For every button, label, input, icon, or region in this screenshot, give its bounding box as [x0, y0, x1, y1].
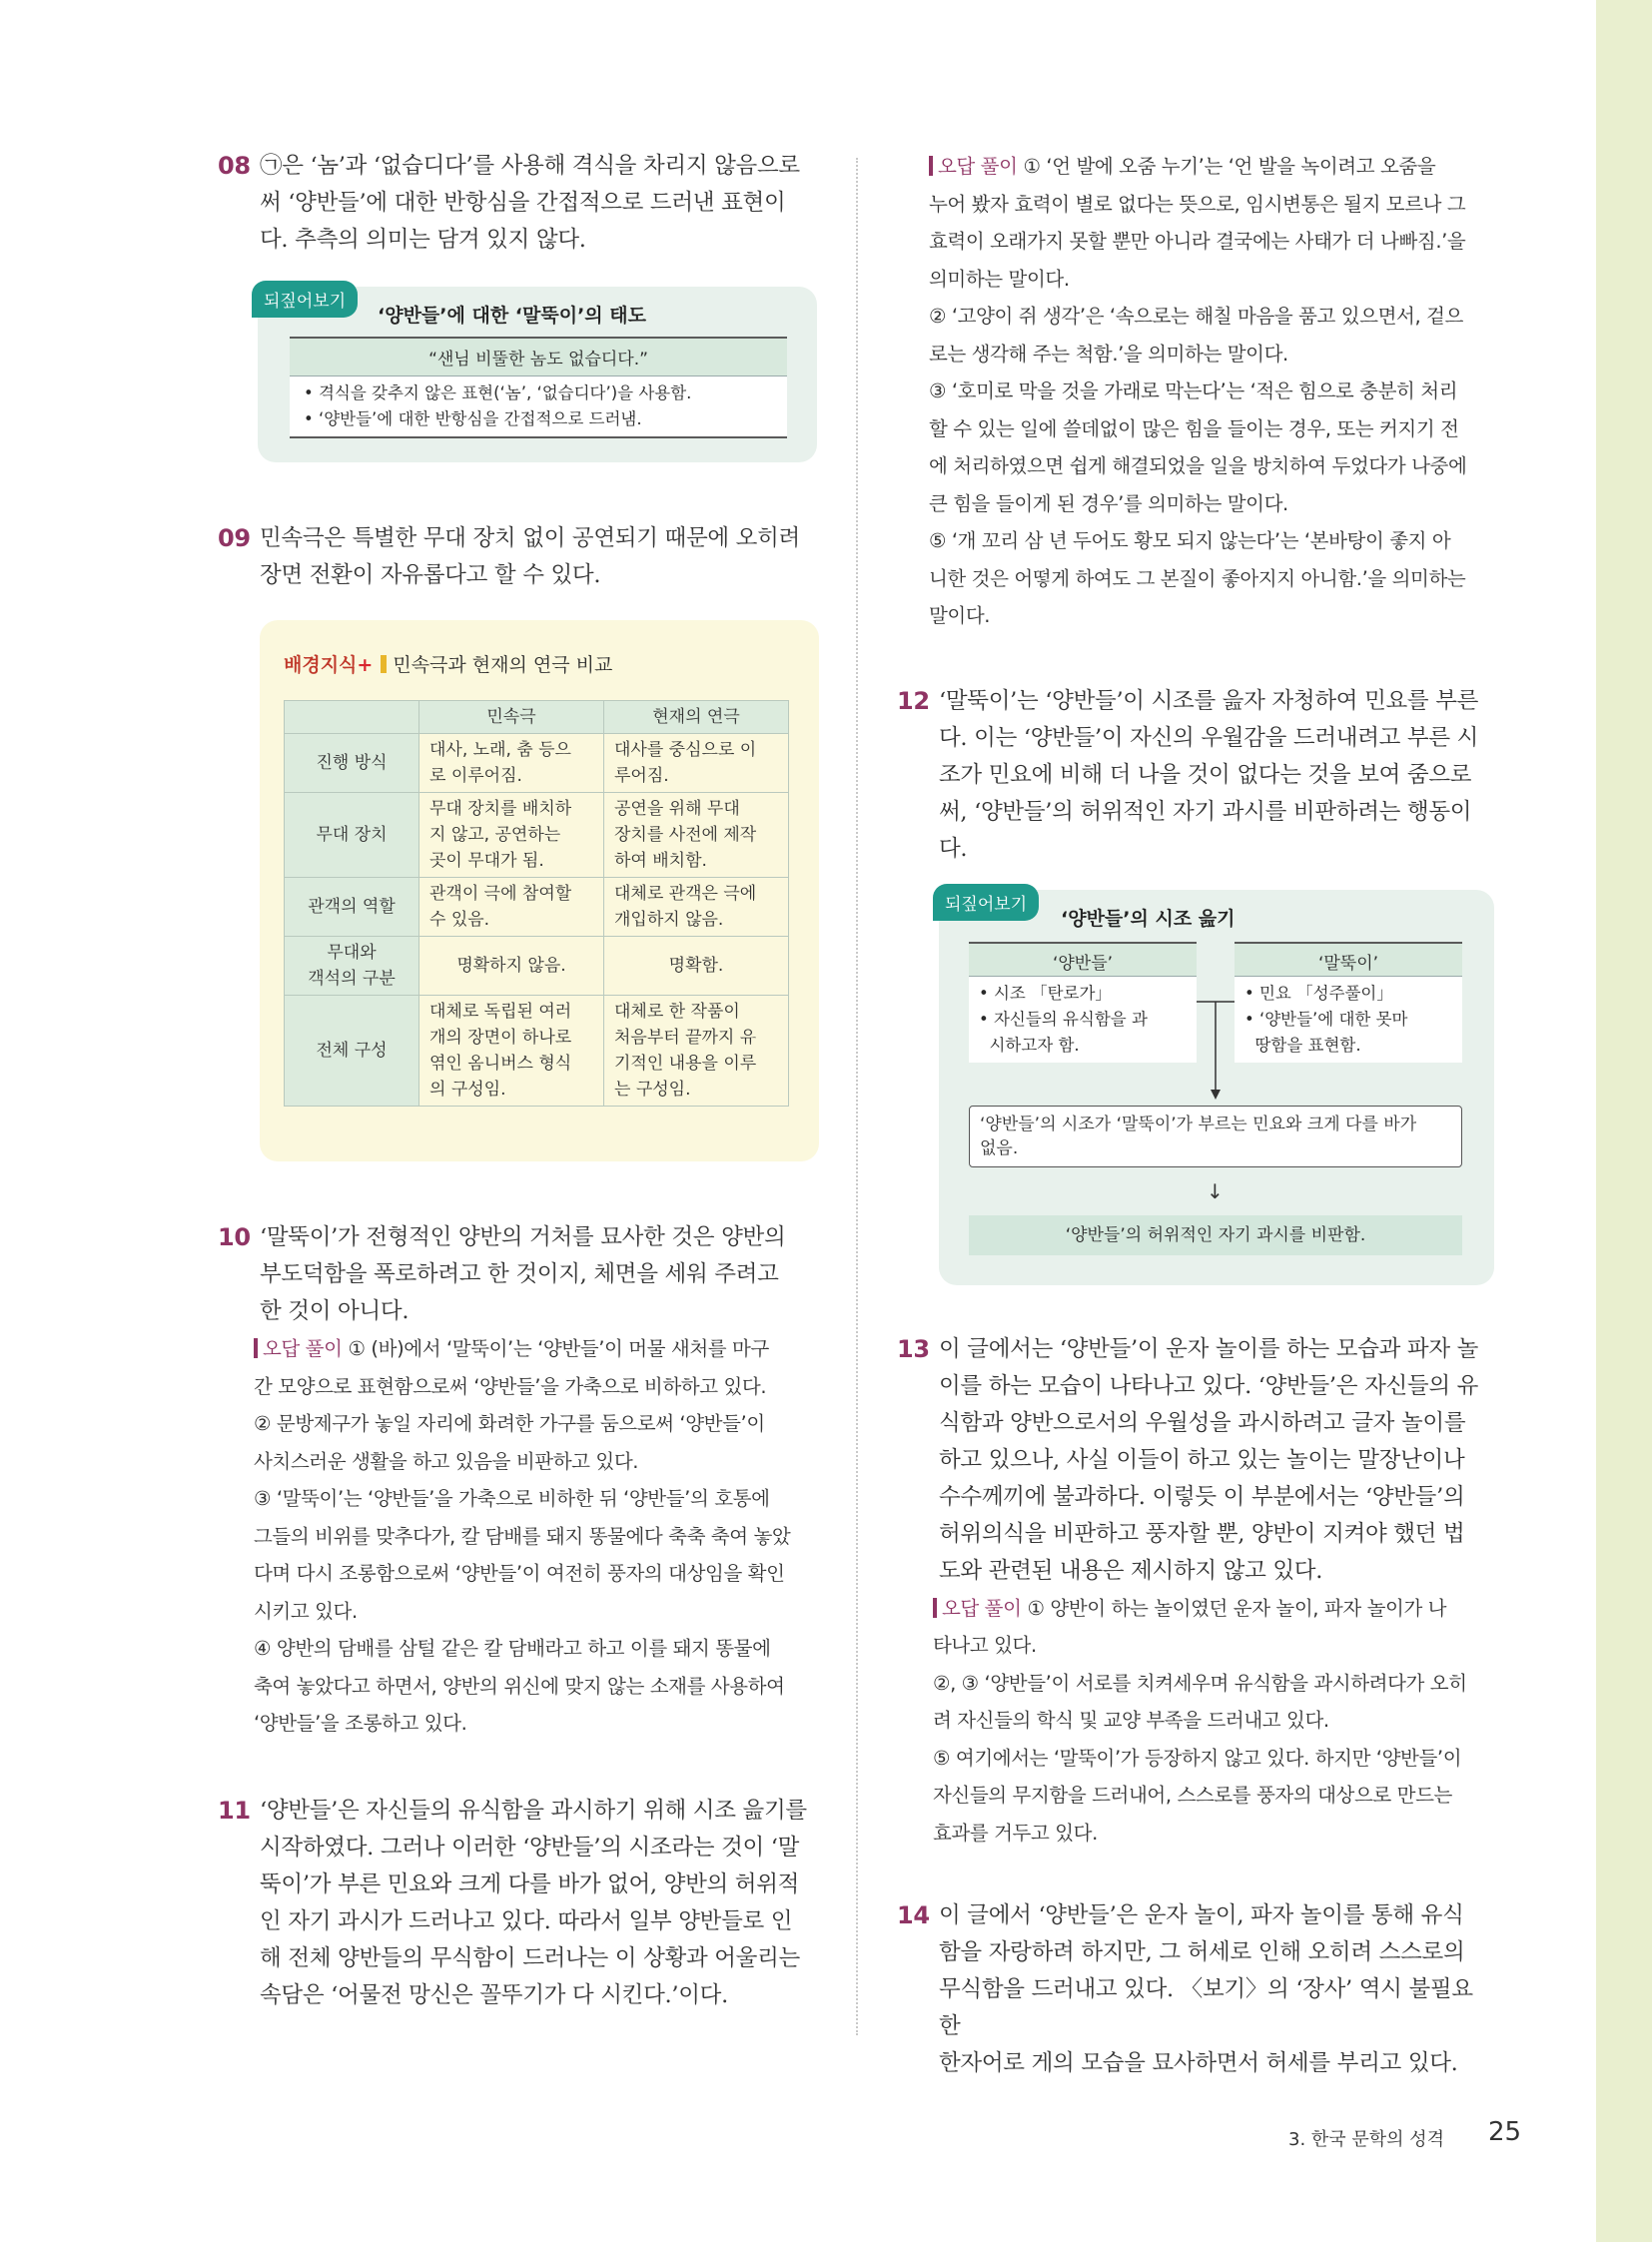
text-line: ⑤ ‘개 꼬리 삼 년 두어도 황모 되지 않는다’는 ‘본바탕이 좋지 아 — [929, 529, 1451, 552]
table-cell: 무대 장치를 배치하 지 않고, 공연하는 곳이 무대가 됨. — [419, 793, 604, 878]
answer-text — [939, 1897, 1494, 2082]
text-line: 자신들의 무지함을 드러내어, 스스로를 풍자의 대상으로 만드는 — [933, 1784, 1452, 1807]
question-number: 11 — [218, 1796, 251, 1825]
text-line: 이 글에서는 ‘양반들’이 운자 놀이를 하는 모습과 파자 놀 — [939, 1335, 1479, 1362]
answer-12 — [897, 683, 1494, 868]
answer-text — [939, 1331, 1494, 1590]
wrong-answer-explanation — [254, 1330, 817, 1743]
text-line: ③ ‘말뚝이’는 ‘양반들’을 가축으로 비하한 뒤 ‘양반들’의 호통에 — [254, 1487, 770, 1510]
q11-wrong-answer-explanation — [929, 148, 1494, 635]
text-line: 함을 자랑하려 하지만, 그 허세로 인해 오히려 스스로의 — [939, 1939, 1465, 1965]
review-quote: “샌님 비뚤한 놈도 없습디다.” — [290, 339, 787, 376]
table-cell: 대사, 노래, 춤 등으 로 이루어짐. — [419, 734, 604, 793]
review-tag: 되짚어보기 — [252, 281, 358, 318]
bar-icon — [381, 655, 387, 673]
text-line: 의미하는 말이다. — [929, 267, 1070, 291]
list-item: • 시조 「탄로가」 — [979, 983, 1112, 1003]
table-row — [285, 996, 789, 1107]
text-line: 간 모양으로 표현함으로써 ‘양반들’을 가축으로 비하하고 있다. — [254, 1374, 767, 1398]
text-line: 시작하였다. 그러나 이러한 ‘양반들’의 시조라는 것이 ‘말 — [260, 1834, 800, 1861]
text-line: 없음. — [980, 1137, 1019, 1158]
bg-tag: 배경지식 — [284, 654, 358, 676]
text-line: ‘양반들’은 자신들의 유식함을 과시하기 위해 시조 읊기를 — [260, 1797, 807, 1824]
table-cell: 대체로 독립된 여러 개의 장면이 하나로 엮인 옴니버스 형식 의 구성임. — [419, 996, 604, 1107]
footer-section: 3. 한국 문학의 성격 — [1288, 2129, 1445, 2150]
answer-14 — [897, 1897, 1494, 2082]
text-line: 인 자기 과시가 드러나고 있다. 따라서 일부 양반들로 인 — [260, 1907, 793, 1934]
text-line: 민속극은 특별한 무대 장치 없이 공연되기 때문에 오히려 — [260, 525, 800, 551]
question-number: 10 — [218, 1223, 251, 1251]
text-line: 에 처리하였으면 쉽게 해결되었을 일을 방치하여 두었다가 나중에 — [929, 454, 1467, 477]
table-cell: 대사를 중심으로 이 루어짐. — [604, 734, 789, 793]
bg-heading — [284, 650, 612, 677]
row-header: 전체 구성 — [285, 996, 419, 1107]
text-line: 누어 봤자 효력이 별로 없다는 뜻으로, 임시변통은 될지 모르나 그 — [929, 192, 1466, 216]
comparison-table — [284, 700, 789, 1107]
left-column — [218, 148, 817, 2014]
text-line: 써 ‘양반들’에 대한 반항심을 간접적으로 드러낸 표현이 — [260, 190, 786, 216]
wrong-answer-explanation — [933, 1590, 1494, 1853]
text-line: 허위의식을 비판하고 풍자할 뿐, 양반이 지켜야 했던 법 — [939, 1520, 1465, 1547]
text-line: 사치스러운 생활을 하고 있음을 비판하고 있다. — [254, 1449, 639, 1473]
text-line: ② ‘고양이 쥐 생각’은 ‘속으로는 해칠 마음을 품고 있으면서, 겉으 — [929, 305, 1463, 328]
review-tag: 되짚어보기 — [933, 884, 1039, 921]
text-line: 효과를 거두고 있다. — [933, 1821, 1098, 1845]
background-knowledge-box — [260, 620, 819, 1161]
text-line: 효력이 오래가지 못할 뿐만 아니라 결국에는 사태가 더 나빠짐.’을 — [929, 230, 1466, 253]
text-line: 장면 전환이 자유롭다고 할 수 있다. — [260, 562, 601, 588]
answer-text — [260, 148, 817, 259]
text-line: ‘말뚝이’는 ‘양반들’이 시조를 읊자 자청하여 민요를 부른 — [939, 687, 1479, 714]
text-line: 시키고 있다. — [254, 1599, 358, 1623]
answer-08 — [218, 148, 817, 259]
table-cell: 공연을 위해 무대 장치를 사전에 제작 하여 배치함. — [604, 793, 789, 878]
conclusion-box: ‘양반들’의 허위적인 자기 과시를 비판함. — [969, 1215, 1462, 1255]
text-line: 로는 생각해 주는 척함.’을 의미하는 말이다. — [929, 342, 1288, 366]
right-head: ‘말뚝이’ — [1235, 942, 1462, 979]
row-header: 진행 방식 — [285, 734, 419, 793]
comparison-result-box — [969, 1106, 1462, 1167]
text-line: 해 전체 양반들의 무식함이 드러나는 이 상황과 어울리는 — [260, 1944, 800, 1971]
left-head: ‘양반들’ — [969, 942, 1197, 979]
text-line: ③ ‘호미로 막을 것을 가래로 막는다’는 ‘적은 힘으로 충분히 처리 — [929, 379, 1458, 402]
text-line: 써, ‘양반들’의 허위적인 자기 과시를 비판하려는 행동이다. — [939, 798, 1472, 862]
review-box-12 — [939, 890, 1494, 1285]
text-line: ④ 양반의 담배를 삼털 같은 칼 담배라고 하고 이를 돼지 똥물에 — [254, 1637, 771, 1660]
text-line: 조가 민요에 비해 더 나을 것이 없다는 것을 보여 줌으로 — [939, 761, 1472, 788]
list-item: 시하고자 함. — [979, 1035, 1080, 1055]
table-cell: 명확하지 않음. — [419, 937, 604, 996]
text-line: ‘양반들’을 조롱하고 있다. — [254, 1712, 467, 1735]
answer-text — [260, 1793, 817, 2014]
odap-label: 오답 풀이 — [933, 1597, 1022, 1620]
review-bullet: • 격식을 갖추지 않은 표현(‘놈’, ‘없습디다’)을 사용함. — [304, 383, 692, 402]
answer-text — [939, 683, 1494, 868]
text-line: 부도덕함을 폭로하려고 한 것이지, 체면을 세워 주려고 — [260, 1261, 779, 1287]
table-row — [285, 878, 789, 937]
column-header: 민속극 — [419, 701, 604, 734]
answer-09 — [218, 520, 817, 594]
text-line: ② 문방제구가 놓일 자리에 화려한 가구를 둠으로써 ‘양반들’이 — [254, 1412, 765, 1435]
answer-13 — [897, 1331, 1494, 1853]
column-divider — [856, 158, 858, 2035]
text-line: 식함과 양반으로서의 우월성을 과시하려고 글자 놀이를 — [939, 1409, 1466, 1436]
text-line: 이 글에서 ‘양반들’은 운자 놀이, 파자 놀이를 통해 유식 — [939, 1902, 1464, 1928]
text-line: 다. 추측의 의미는 담겨 있지 않다. — [260, 227, 586, 253]
list-item: • 민요 「성주풀이」 — [1244, 983, 1393, 1003]
table-row — [285, 734, 789, 793]
table-cell: 관객이 극에 참여할 수 있음. — [419, 878, 604, 937]
text-line: 오답 풀이 ① (바)에서 ‘말뚝이’는 ‘양반들’이 머물 새처를 마구 — [254, 1330, 817, 1368]
answer-text — [260, 1219, 817, 1330]
text-line: 뚝이’가 부른 민요와 크게 다를 바가 없어, 양반의 허위적 — [260, 1870, 800, 1897]
text-line: 수수께끼에 불과하다. 이렇듯 이 부분에서는 ‘양반들’의 — [939, 1483, 1465, 1510]
text-line: 한 것이 아니다. — [260, 1298, 410, 1324]
table-header-row — [285, 701, 789, 734]
connector-arrow — [1197, 1000, 1237, 1104]
table-corner — [285, 701, 419, 734]
text-line: 도와 관련된 내용은 제시하지 않고 있다. — [939, 1557, 1323, 1584]
text-line: 타나고 있다. — [933, 1634, 1037, 1657]
text-line: 이를 하는 모습이 나타나고 있다. ‘양반들’은 자신들의 유 — [939, 1372, 1479, 1399]
text-line: ②, ③ ‘양반들’이 서로를 치켜세우며 유식함을 과시하려다가 오히 — [933, 1671, 1467, 1695]
text-line: 오답 풀이 ① 양반이 하는 놀이였던 운자 놀이, 파자 놀이가 나 — [933, 1590, 1494, 1628]
table-cell: 명확함. — [604, 937, 789, 996]
left-items — [969, 976, 1197, 1063]
answer-10 — [218, 1219, 817, 1743]
question-number: 12 — [897, 686, 930, 715]
text-line: ⑤ 여기에서는 ‘말뚝이’가 등장하지 않고 있다. 하지만 ‘양반들’이 — [933, 1746, 1462, 1770]
text-line: 큰 힘을 들이게 된 경우’를 의미하는 말이다. — [929, 491, 1288, 515]
odap-label: 오답 풀이 — [254, 1337, 343, 1360]
text-line: ‘양반들’의 시조가 ‘말뚝이’가 부르는 민요와 크게 다를 바가 — [980, 1114, 1417, 1134]
row-header: 무대와 객석의 구분 — [285, 937, 419, 996]
review-title: ‘양반들’에 대한 ‘말뚝이’의 태도 — [378, 305, 646, 327]
text-line: 한자어로 게의 모습을 묘사하면서 허세를 부리고 있다. — [939, 2050, 1458, 2076]
text-line: 무식함을 드러내고 있다. 〈보기〉의 ‘장사’ 역시 불필요한 — [939, 1976, 1473, 2039]
right-items — [1235, 976, 1462, 1063]
review-box-08 — [258, 287, 817, 462]
answer-11 — [218, 1793, 817, 2014]
question-number: 09 — [218, 524, 251, 552]
review-bullet: • ‘양반들’에 대한 반항심을 간접적으로 드러냄. — [304, 409, 642, 428]
text-line: ‘말뚝이’가 전형적인 양반의 거처를 묘사한 것은 양반의 — [260, 1224, 786, 1250]
list-item: 땅함을 표현함. — [1244, 1035, 1361, 1055]
text-line: 오답 풀이 ① ‘언 발에 오줌 누기’는 ‘언 발을 녹이려고 오줌을 — [929, 148, 1494, 186]
odap-label: 오답 풀이 — [929, 155, 1018, 178]
table-row — [285, 793, 789, 878]
question-number: 08 — [218, 152, 251, 180]
row-header: 관객의 역할 — [285, 878, 419, 937]
review-table — [290, 337, 787, 438]
table-cell: 대체로 한 작품이 처음부터 끝까지 유 기적인 내용을 이루 는 구성임. — [604, 996, 789, 1107]
down-arrow-icon: ↓ — [1207, 1178, 1224, 1203]
table-row — [285, 937, 789, 996]
side-color-strip — [1596, 0, 1652, 2242]
text-line: 니한 것은 어떻게 하여도 그 본질이 좋아지지 아니함.’을 의미하는 — [929, 566, 1466, 590]
text-line: 다. 이는 ‘양반들’이 자신의 우월감을 드러내려고 부른 시 — [939, 724, 1479, 751]
list-item: • ‘양반들’에 대한 못마 — [1244, 1009, 1408, 1029]
answer-text — [260, 520, 817, 594]
table-cell: 대체로 관객은 극에 개입하지 않음. — [604, 878, 789, 937]
right-column — [897, 148, 1494, 2082]
review-title: ‘양반들’의 시조 읊기 — [1061, 907, 1236, 930]
page-number: 25 — [1488, 2117, 1522, 2147]
text-line: 속담은 ‘어물전 망신은 꼴뚜기가 다 시킨다.’이다. — [260, 1981, 728, 2008]
question-number: 13 — [897, 1334, 930, 1363]
text-line: 려 자신들의 학식 및 교양 부족을 드러내고 있다. — [933, 1709, 1329, 1732]
list-item: • 자신들의 유식함을 과 — [979, 1009, 1148, 1029]
text-line: 축여 놓았다고 하면서, 양반의 위신에 맞지 않는 소재를 사용하여 — [254, 1674, 785, 1698]
text-line: 그들의 비위를 맞추다가, 칼 담배를 돼지 똥물에다 축축 축여 놓았 — [254, 1524, 791, 1548]
text-line: 할 수 있는 일에 쓸데없이 많은 힘을 들이는 경우, 또는 커지기 전 — [929, 416, 1459, 440]
plus-icon: + — [357, 654, 374, 676]
row-header: 무대 장치 — [285, 793, 419, 878]
question-number: 14 — [897, 1901, 930, 1929]
bg-title: 민속극과 현재의 연극 비교 — [393, 654, 613, 676]
text-line: ㉠은 ‘놈’과 ‘없습디다’를 사용해 격식을 차리지 않음으로 — [260, 153, 800, 179]
column-header: 현재의 연극 — [604, 701, 789, 734]
text-line: 말이다. — [929, 604, 991, 627]
text-line: 다며 다시 조롱함으로써 ‘양반들’이 여전히 풍자의 대상임을 확인 — [254, 1562, 785, 1585]
text-line: 하고 있으나, 사실 이들이 하고 있는 놀이는 말장난이나 — [939, 1446, 1465, 1473]
